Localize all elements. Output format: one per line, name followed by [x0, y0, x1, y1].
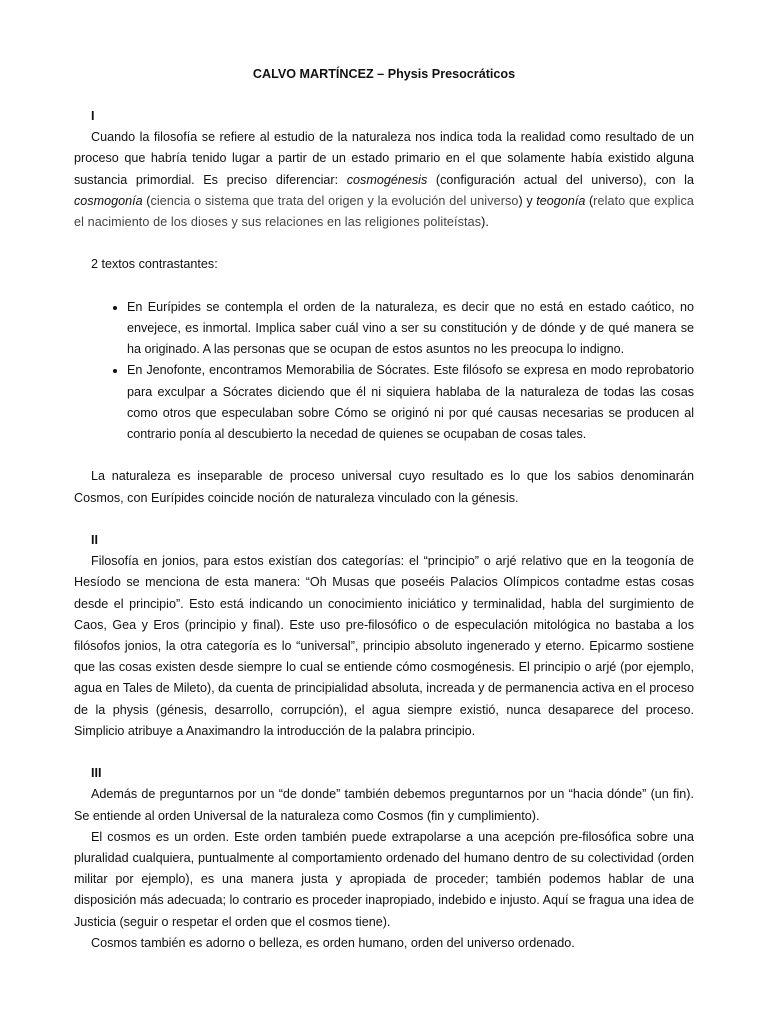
spacer — [74, 742, 694, 763]
text-run: (configuración actual del universo), con la — [427, 172, 694, 187]
section-3-paragraph-2: El cosmos es un orden. Este orden también puede extrapolarse a una acepción pre-filosófica sobre una pluralidad cualquiera, puntualmente al comportamiento ordenado del humano dentro de su colectividad (orden militar por ejemplo), es una manera justa y apropiada de proceder; también podemos hablar de una disposición más adecuada; lo contrario es proceder inapropiado, indebido e injusto. Aquí se fragua una idea de Justicia (seguir o respetar el orden que el cosmos tiene). — [74, 829, 694, 929]
list-item: • En Jenofonte, encontramos Memorabilia de Sócrates. Este filósofo se expresa en modo reprobatorio para exculpar a Sócrates diciendo que él ni siquiera hablaba de la naturaleza de todas las cosas como otros que especulaban sobre Cómo se originó ni por qué causas necesarias se producen al contrario ponía al descubierto la necedad de quienes se ocupaban de cosas tales. — [127, 360, 694, 445]
document-body — [74, 106, 694, 954]
spacer — [74, 276, 694, 297]
section-1-paragraph-2: 2 textos contrastantes: — [91, 257, 218, 272]
text-run: ( — [585, 193, 594, 208]
page-title: CALVO MARTÍNCEZ – Physis Presocráticos — [252, 67, 516, 81]
section-3-paragraph-1: Además de preguntarnos por un “de donde” también debemos preguntarnos por un “hacia dónde” (un fin). Se entiende al orden Universal de la naturaleza como Cosmos (fin y cumplimiento). — [74, 787, 694, 823]
section-1-paragraph-1 — [74, 127, 694, 233]
term-teogonia: teogonía — [536, 193, 586, 208]
spacer — [74, 233, 694, 254]
text-run: ) y — [518, 193, 537, 208]
term-cosmogonia: cosmogonía — [74, 193, 143, 208]
text-run: ). — [481, 215, 489, 230]
list-item: • En Eurípides se contempla el orden de la naturaleza, es decir que no está en estado caótico, no envejece, es inmortal. Implica saber cuál vino a ser su constitución y de dónde y de qué manera se ha originado. A las personas que se ocupan de estos asuntos no les preocupa lo indigno. — [127, 297, 694, 361]
definition-teogonia: relato que explica el nacimiento de los dioses y sus relaciones en las religiones politeístas — [74, 193, 694, 230]
section-numeral-1: I — [91, 109, 95, 123]
section-numeral-3: III — [91, 766, 102, 781]
spacer — [74, 445, 694, 466]
section-3-paragraph-3: Cosmos también es adorno o belleza, es orden humano, orden del universo ordenado. — [91, 935, 575, 950]
definition-cosmogonia: ciencia o sistema que trata del origen y la evolución del universo — [150, 193, 519, 208]
text-run: Cuando la filosofía se refiere al estudio de la naturaleza nos indica toda la realidad como resultado de un proceso que habría tenido lugar a partir de un estado primario en el que solamente había existido alguna sustancia primordial. Es preciso diferenciar: — [74, 130, 694, 187]
spacer — [74, 509, 694, 530]
term-cosmogenesis: cosmogénesis — [346, 172, 428, 187]
text-run: ( — [142, 193, 151, 208]
section-numeral-2: II — [91, 533, 98, 547]
bullet-list — [74, 297, 694, 445]
section-1-paragraph-3: La naturaleza es inseparable de proceso universal cuyo resultado es lo que los sabios denominarán Cosmos, con Eurípides coincide noción de naturaleza vinculado con la génesis. — [74, 469, 694, 505]
section-2-paragraph-1: Filosofía en jonios, para estos existían dos categorías: el “principio” o arjé relativo que en la teogonía de Hesíodo se menciona de esta manera: “Oh Musas que poseéis Palacios Olímpicos contadme estas cosas desde el principio”. Esto está indicando un conocimiento iniciático y terminalidad, habla del surgimiento de Caos, Gea y Eros (principio y final). Este uso pre-filosófico o de especulación mitológica no bastaba a los filósofos jonios, la otra categoría es lo “universal”, principio absoluto ingenerado y eterno. Epicarmo sostiene que las cosas existen desde siempre lo cual se entiende cómo cosmogénesis. El principio o arjé (por ejemplo, agua en Tales de Mileto), da cuenta de principialidad absoluta, increada y de permanencia activa en el proceso de la physis (génesis, desarrollo, corrupción), el agua siempre existió, nunca desaparece del proceso. Simplicio atribuye a Anaximandro la introducción de la palabra principio. — [74, 554, 694, 738]
